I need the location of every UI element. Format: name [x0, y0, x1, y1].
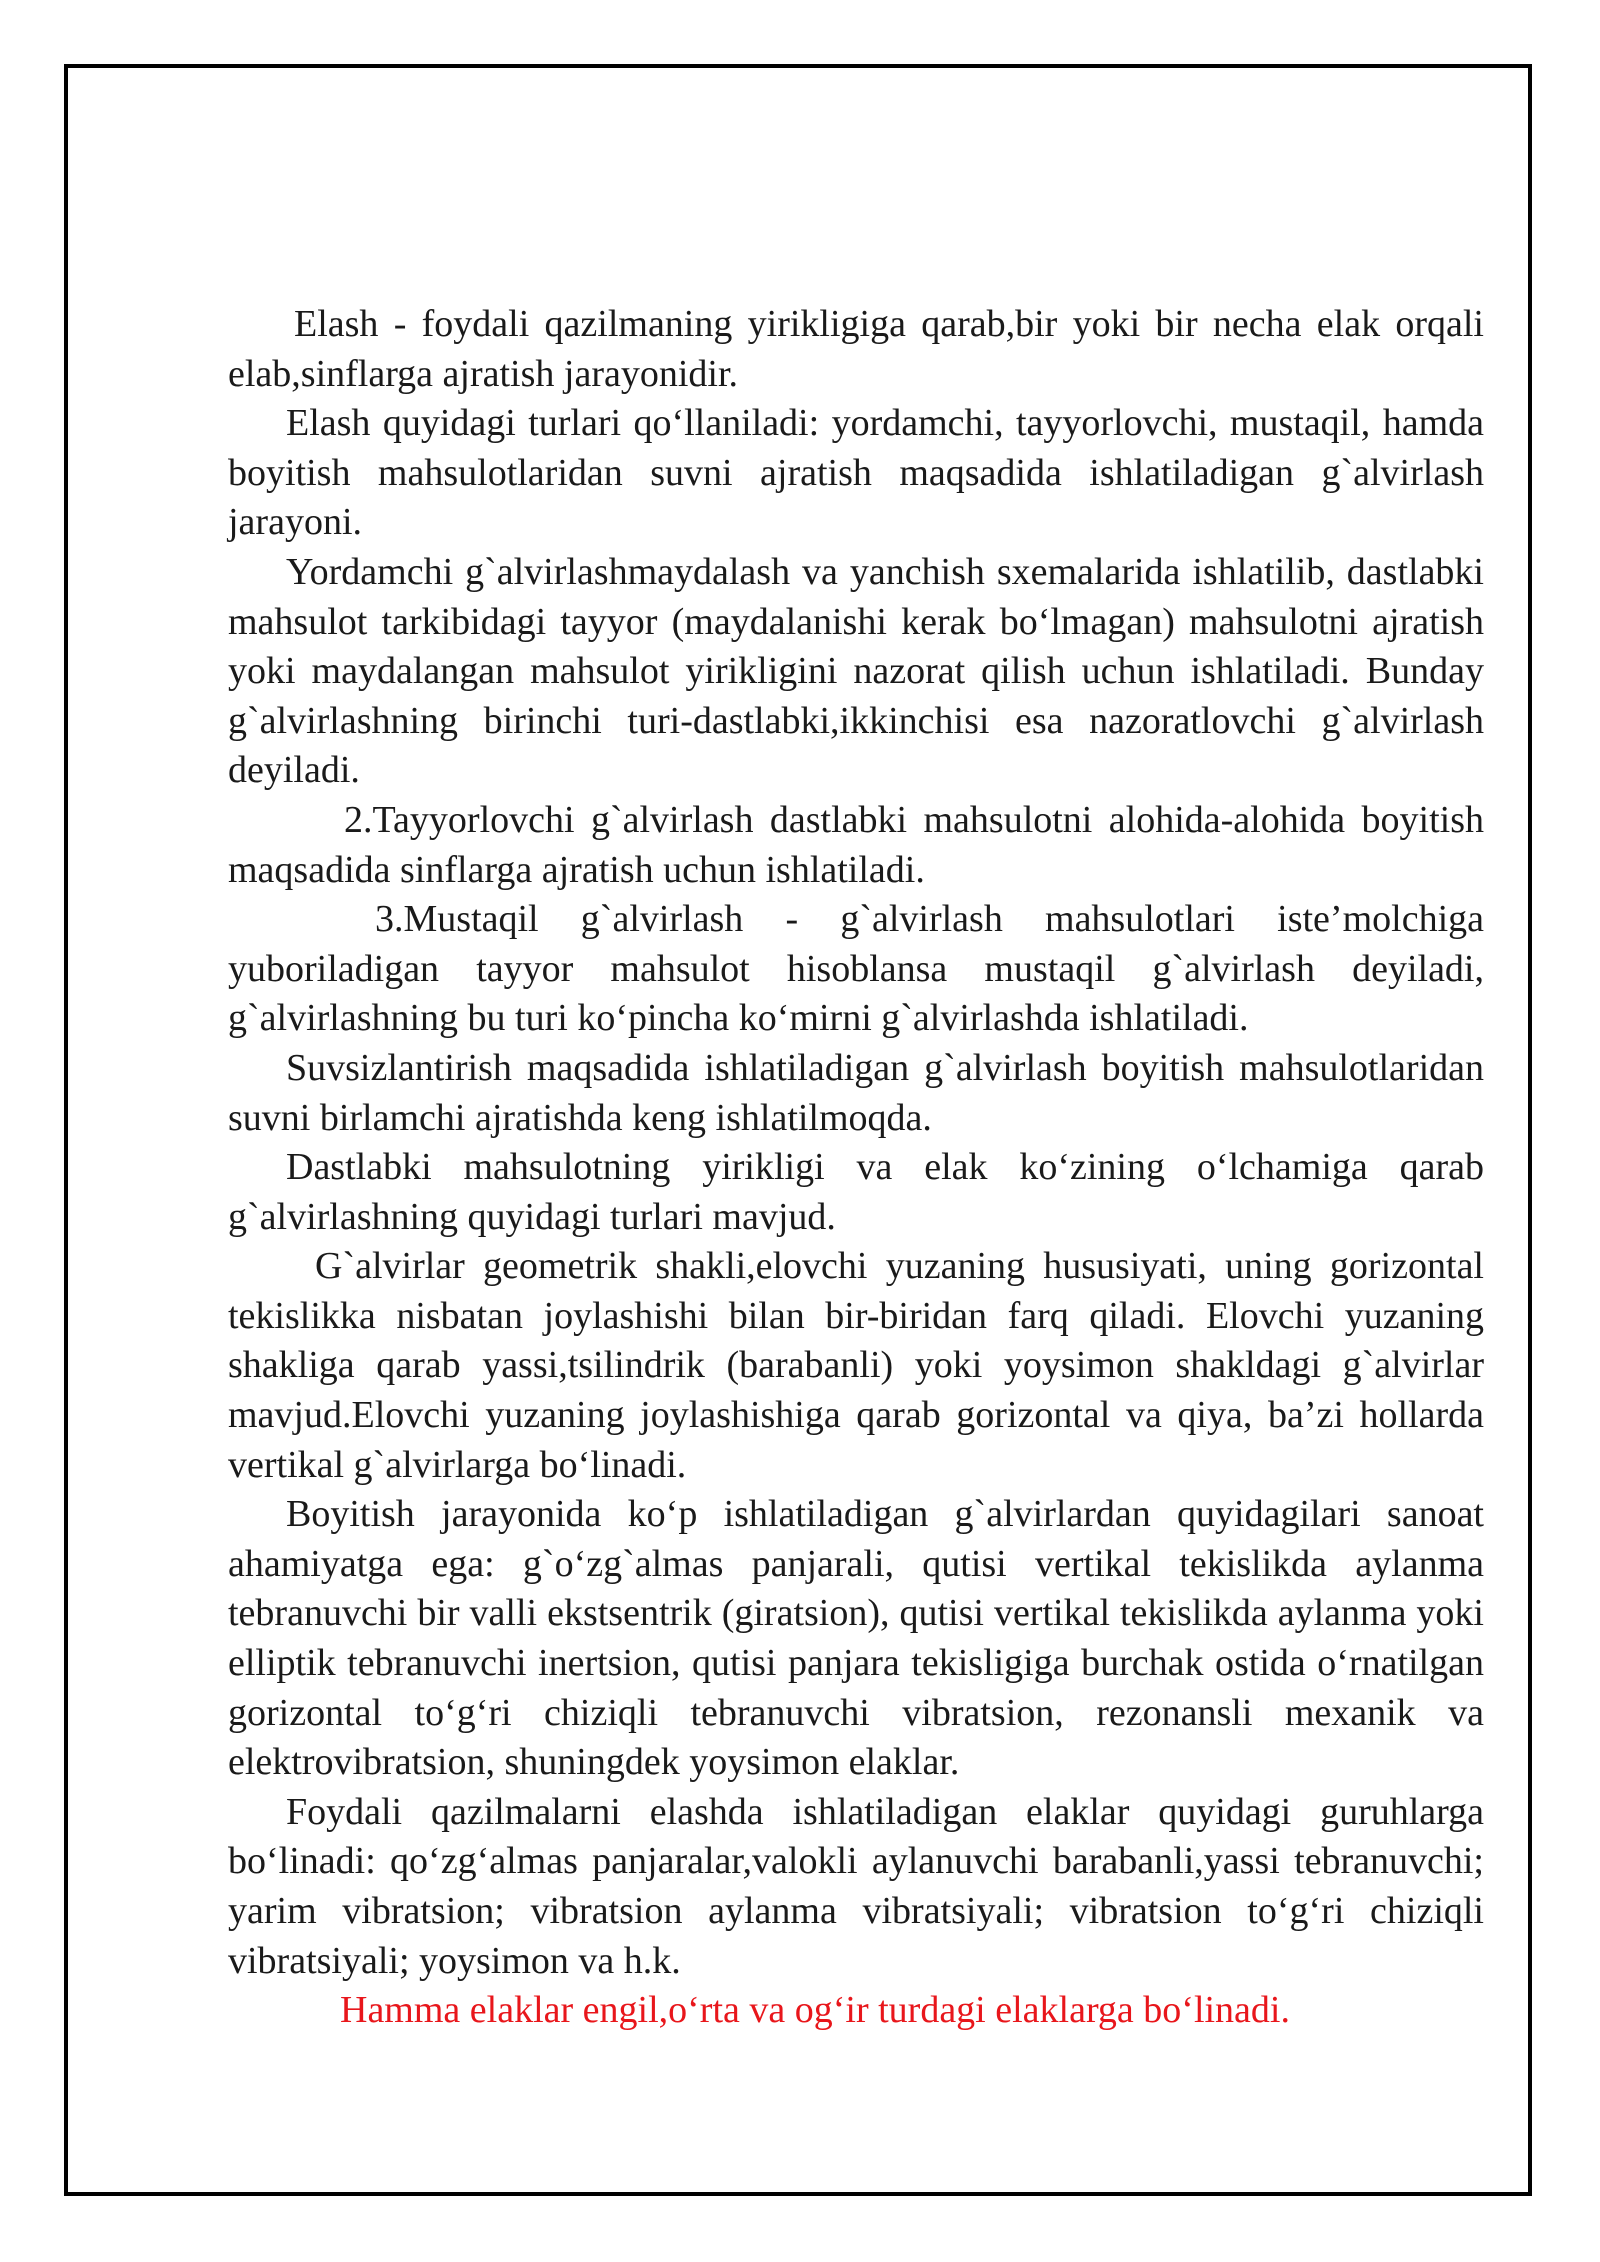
paragraph-elash-types: Elash quyidagi turlari qoʻllaniladi: yordamchi, tayyorlovchi, mustaqil, hamda boyitish mahsulotlaridan suvni ajratish maqsadida ishlatiladigan g`alvirlash jarayoni.	[228, 402, 1484, 544]
paragraph-yordamchi: Yordamchi g`alvirlashmaydalash va yanchish sxemalarida ishlatilib, dastlabki mahsulot tarkibidagi tayyor (maydalanishi kerak boʻlmagan) mahsulotni ajratish yoki maydalangan mahsulot yirikligini nazorat qilish uchun ishlatiladi. Bunday g`alvirlashning birinchi turi-dastlabki,ikkinchisi esa nazoratlovchi g`alvirlash deyiladi.	[228, 550, 1484, 792]
paragraph-galvirlar-shakli: G`alvirlar geometrik shakli,elovchi yuzaning hususiyati, uning gorizontal tekislikka nisbatan joylashishi bilan bir-biridan farq qiladi. Elovchi yuzaning shakliga qarab yassi,tsilindrik (barabanli) yoki yoysimon shakldagi g`alvirlar mavjud.Elovchi yuzaning joylashishiga qarab gorizontal va qiya, ba’zi hollarda vertikal g`alvirlarga boʻlinadi.	[228, 1245, 1484, 1486]
paragraph-suvsizlantirish: Suvsizlantirish maqsadida ishlatiladigan g`alvirlash boyitish mahsulotlaridan suvni birlamchi ajratishda keng ishlatilmoqda.	[228, 1046, 1484, 1139]
paragraph-elash-definition: Elash - foydali qazilmaning yirikligiga qarab,bir yoki bir necha elak orqali elab,sinflarga ajratish jarayonidir.	[228, 303, 1484, 395]
highlight-sentence: Hamma elaklar engil,oʻrta va ogʻir turdagi elaklarga boʻlinadi.	[340, 1989, 1290, 2032]
document-body	[228, 300, 1484, 2036]
paragraph-tayyorlovchi: 2.Tayyorlovchi g`alvirlash dastlabki mahsulotni alohida-alohida boyitish maqsadida sinflarga ajratish uchun ishlatiladi.	[228, 798, 1484, 891]
paragraph-mustaqil: 3.Mustaqil g`alvirlash - g`alvirlash mahsulotlari iste’molchiga yuboriladigan tayyor mahsulot hisoblansa mustaqil g`alvirlash deyiladi, g`alvirlashning bu turi koʻpincha koʻmirni g`alvirlashda ishlatiladi.	[228, 898, 1484, 1040]
paragraph-dastlabki: Dastlabki mahsulotning yirikligi va elak koʻzining oʻlchamiga qarab g`alvirlashning quyidagi turlari mavjud.	[228, 1146, 1484, 1238]
paragraph-boyitish: Boyitish jarayonida koʻp ishlatiladigan g`alvirlardan quyidagilari sanoat ahamiyatga ega: g`oʻzg`almas panjarali, qutisi vertikal tekislikda aylanma tebranuvchi bir valli ekstsentrik (giratsion), qutisi vertikal tekislikda aylanma yoki elliptik tebranuvchi inertsion, qutisi panjara tekisligiga burchak ostida oʻrnatilgan gorizontal toʻgʻri chiziqli tebranuvchi vibratsion, rezonansli mexanik va elektrovibratsion, shuningdek yoysimon elaklar.	[228, 1493, 1484, 1784]
paragraph-elaklar-guruhlari: Foydali qazilmalarni elashda ishlatiladigan elaklar quyidagi guruhlarga boʻlinadi: qoʻzgʻalmas panjaralar,valokli aylanuvchi barabanli,yassi tebranuvchi; yarim vibratsion; vibratsion aylanma vibratsiyali; vibratsion toʻgʻri chiziqli vibratsiyali; yoysimon va h.k.	[228, 1790, 1484, 1982]
